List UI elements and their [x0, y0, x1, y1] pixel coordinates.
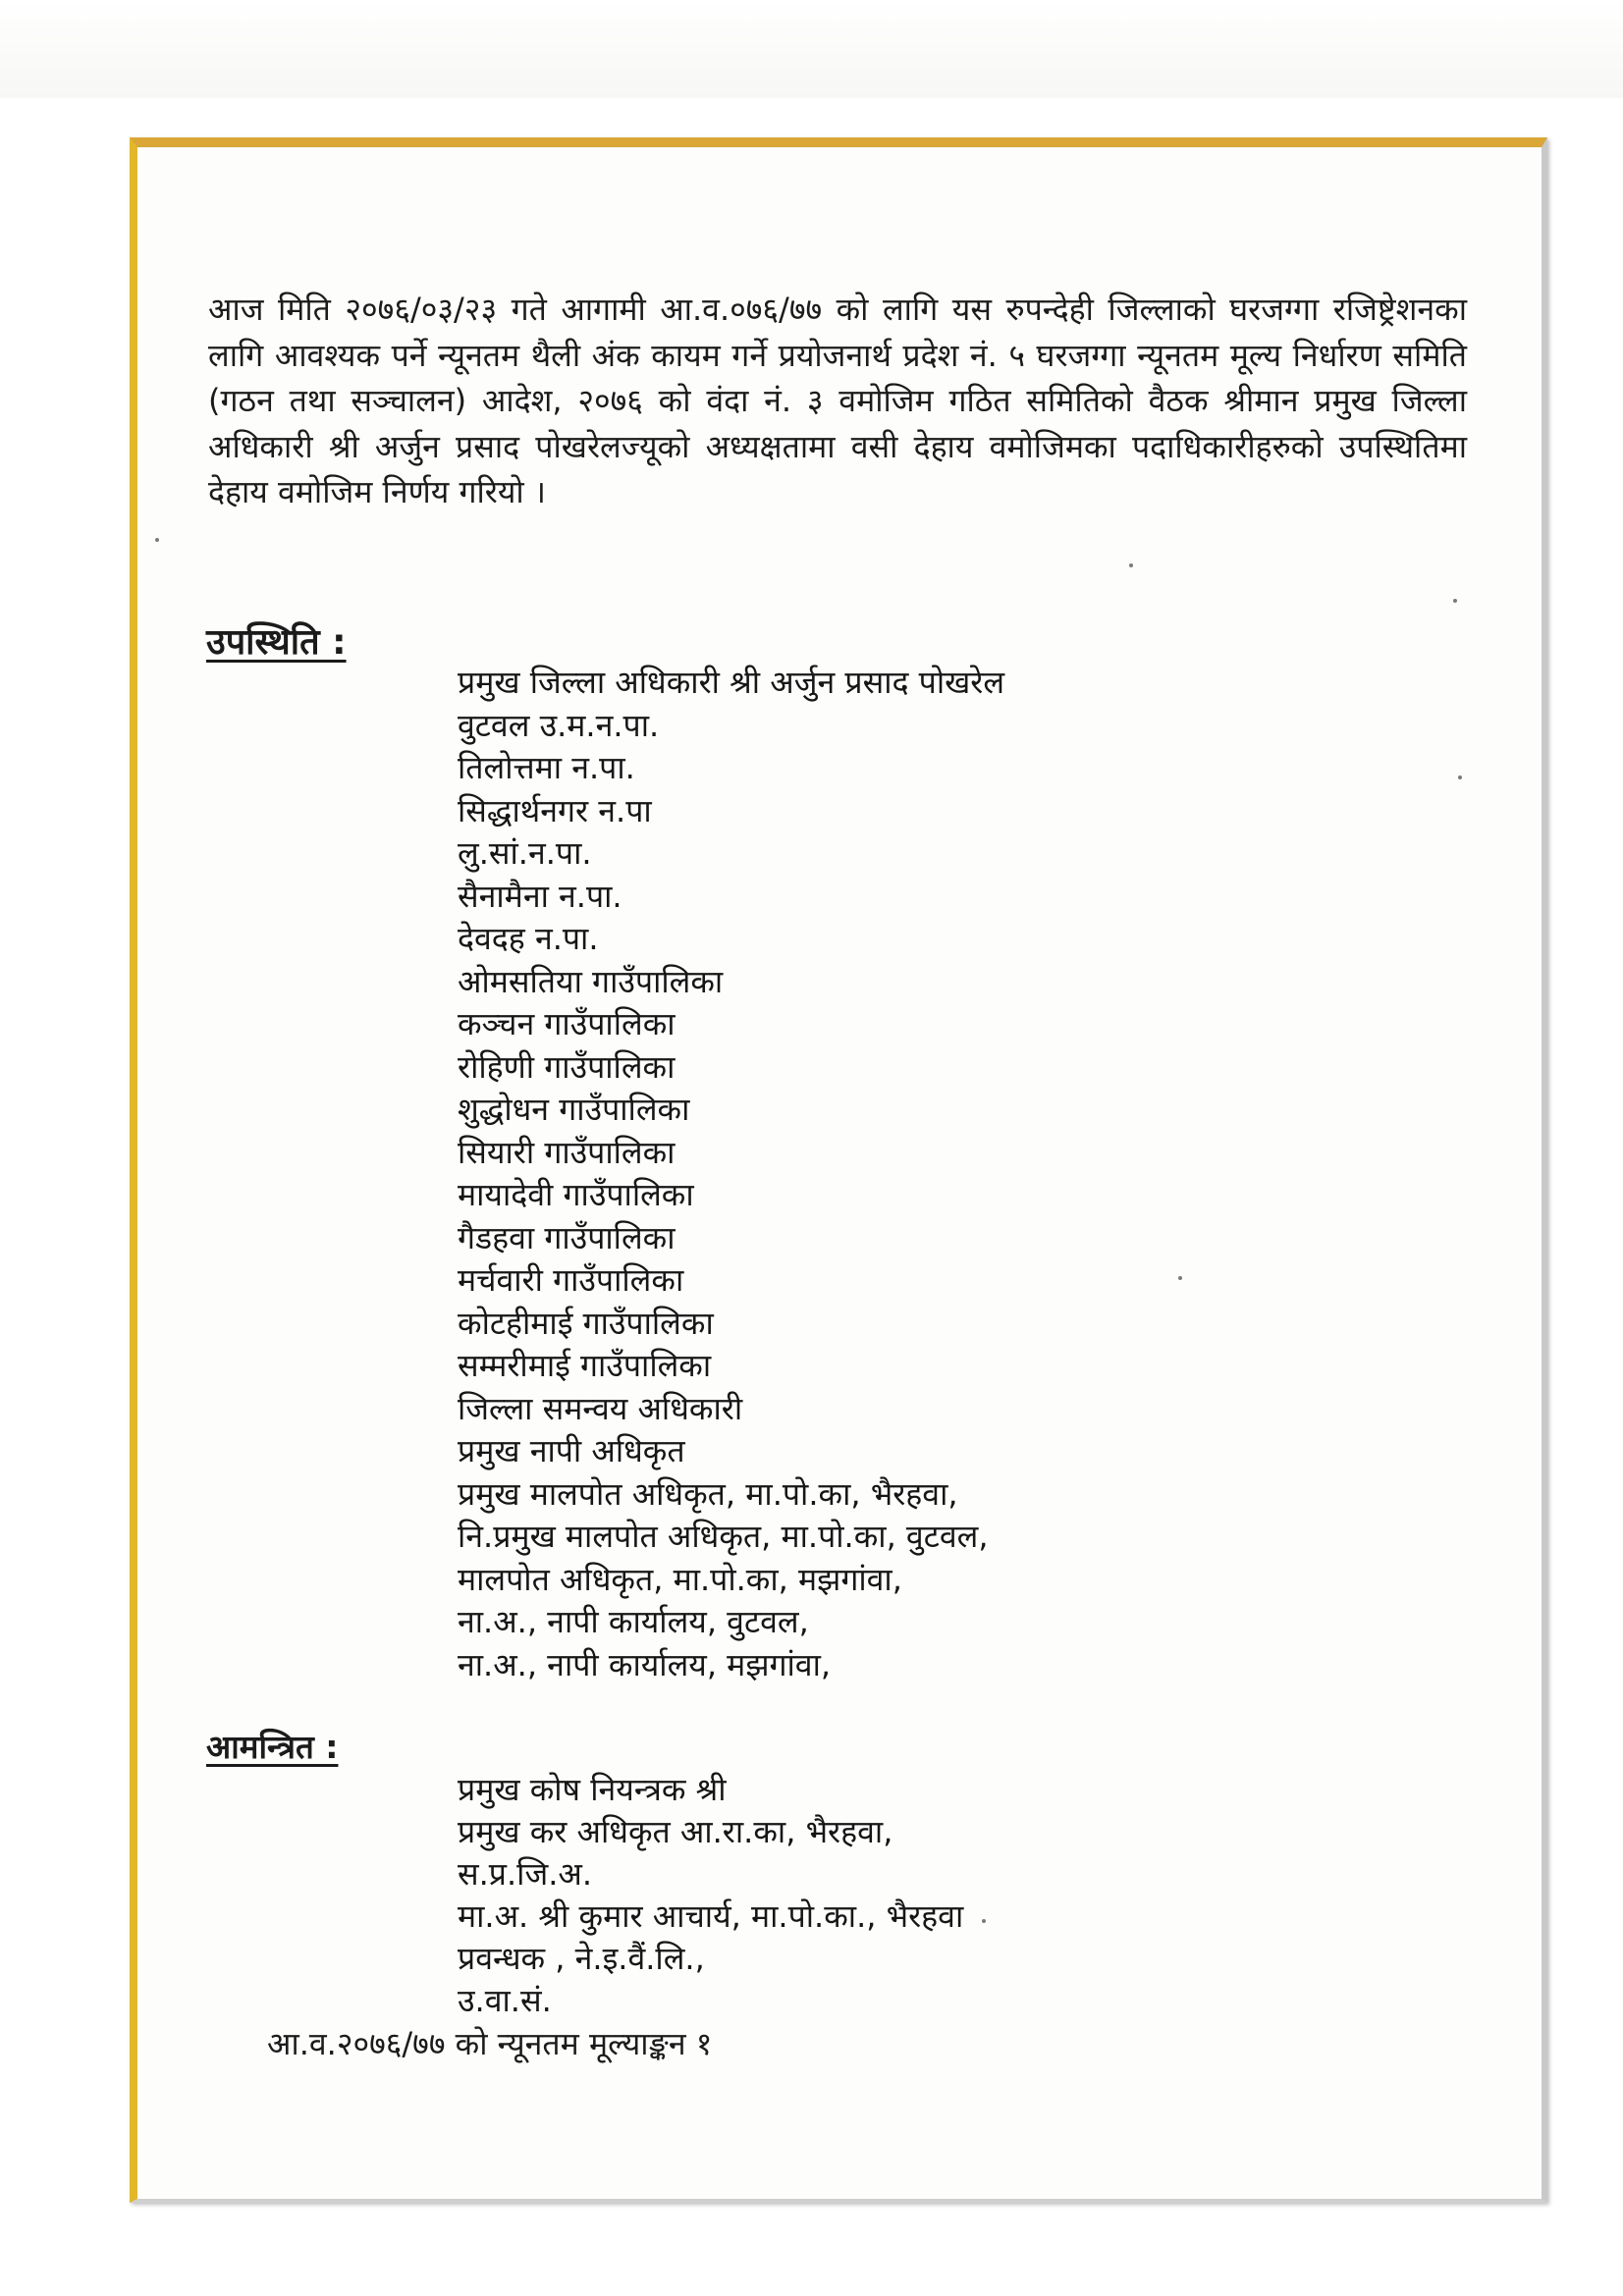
attendance-member: देवदह न.पा.	[458, 920, 599, 957]
attendance-member: शुद्धोधन गाउँपालिका	[458, 1091, 690, 1128]
attendance-member: सियारी गाउँपालिका	[458, 1133, 676, 1171]
invited-member: स.प्र.जि.अ.	[458, 1855, 593, 1893]
invited-member: मा.अ. श्री कुमार आचार्य, मा.पो.का., भैरहवा	[458, 1897, 964, 1935]
scan-speck	[1129, 563, 1133, 567]
attendance-member: तिलोत्तमा न.पा.	[458, 749, 635, 786]
invited-list	[458, 1769, 963, 2022]
scan-speck	[982, 1919, 986, 1923]
invited-member: प्रवन्धक , ने.इ.वैं.लि.,	[458, 1940, 705, 1977]
attendance-member: नि.प्रमुख मालपोत अधिकृत, मा.पो.का, वुटवल,	[458, 1518, 989, 1555]
attendance-heading: उपस्थिति :	[206, 622, 347, 663]
attendance-member: मायादेवी गाउँपालिका	[458, 1176, 694, 1213]
attendance-member: जिल्ला समन्वय अधिकारी	[458, 1389, 743, 1427]
attendance-member: लु.सां.न.पा.	[458, 834, 592, 872]
intro-paragraph: आज मिति २०७६/०३/२३ गते आगामी आ.व.०७६/७७ को लागि यस रुपन्देही जिल्लाको घरजग्गा रजिष्ट्रेशनका लागि आवश्यक पर्ने न्यूनतम थैली अंक कायम गर्ने प्रयोजनार्थ प्रदेश नं. ५ घरजग्गा न्यूनतम मूल्य निर्धारण समिति (गठन तथा सञ्चालन) आदेश, २०७६ को वंदा नं. ३ वमोजिम गठित समितिको वैठक श्रीमान प्रमुख जिल्ला अधिकारी श्री अर्जुन प्रसाद पोखरेलज्यूको अध्यक्षतामा वसी देहाय वमोजिमका पदाधिकारीहरुको उपस्थितिमा देहाय वमोजिम निर्णय गरियो ।	[208, 291, 1467, 510]
attendance-member: प्रमुख नापी अधिकृत	[458, 1432, 685, 1469]
invited-heading: आमन्त्रित :	[206, 1728, 339, 1766]
attendance-member: मर्चवारी गाउँपालिका	[458, 1261, 684, 1299]
attendance-member: ना.अ., नापी कार्यालय, वुटवल,	[458, 1603, 809, 1640]
attendance-member: गैडहवा गाउँपालिका	[458, 1218, 676, 1256]
invited-member: प्रमुख कर अधिकृत आ.रा.का, भैरहवा,	[458, 1813, 893, 1850]
attendance-member: मालपोत अधिकृत, मा.पो.का, मझगांवा,	[458, 1560, 902, 1598]
invited-member: प्रमुख कोष नियन्त्रक श्री	[458, 1771, 727, 1808]
attendance-member: कञ्चन गाउँपालिका	[458, 1005, 676, 1042]
attendance-member: कोटहीमाई गाउँपालिका	[458, 1304, 714, 1342]
attendance-member: ओमसतिया गाउँपालिका	[458, 962, 724, 1000]
scan-speck	[1458, 775, 1462, 779]
attendance-list	[458, 662, 1004, 1686]
attendance-member: रोहिणी गाउँपालिका	[458, 1047, 676, 1086]
attendance-member: ना.अ., नापी कार्यालय, मझगांवा,	[458, 1645, 832, 1683]
attendance-member: सम्मरीमाई गाउँपालिका	[458, 1347, 712, 1384]
attendance-member: सैनामैना न.पा.	[458, 877, 622, 915]
scan-speck	[1453, 599, 1457, 603]
scan-speck	[155, 538, 159, 542]
attendance-member: प्रमुख मालपोत अधिकृत, मा.पो.का, भैरहवा,	[458, 1474, 958, 1513]
page-footer: आ.व.२०७६/७७ को न्यूनतम मूल्याङ्कन १	[267, 2025, 713, 2062]
invited-member: उ.वा.सं.	[458, 1982, 552, 2019]
attendance-member: वुटवल उ.म.न.पा.	[458, 706, 660, 744]
scan-background	[0, 0, 1623, 98]
scan-speck	[1178, 1276, 1182, 1280]
attendance-member: प्रमुख जिल्ला अधिकारी श्री अर्जुन प्रसाद पोखरेल	[458, 664, 1005, 701]
attendance-member: सिद्धार्थनगर न.पा	[458, 791, 652, 829]
